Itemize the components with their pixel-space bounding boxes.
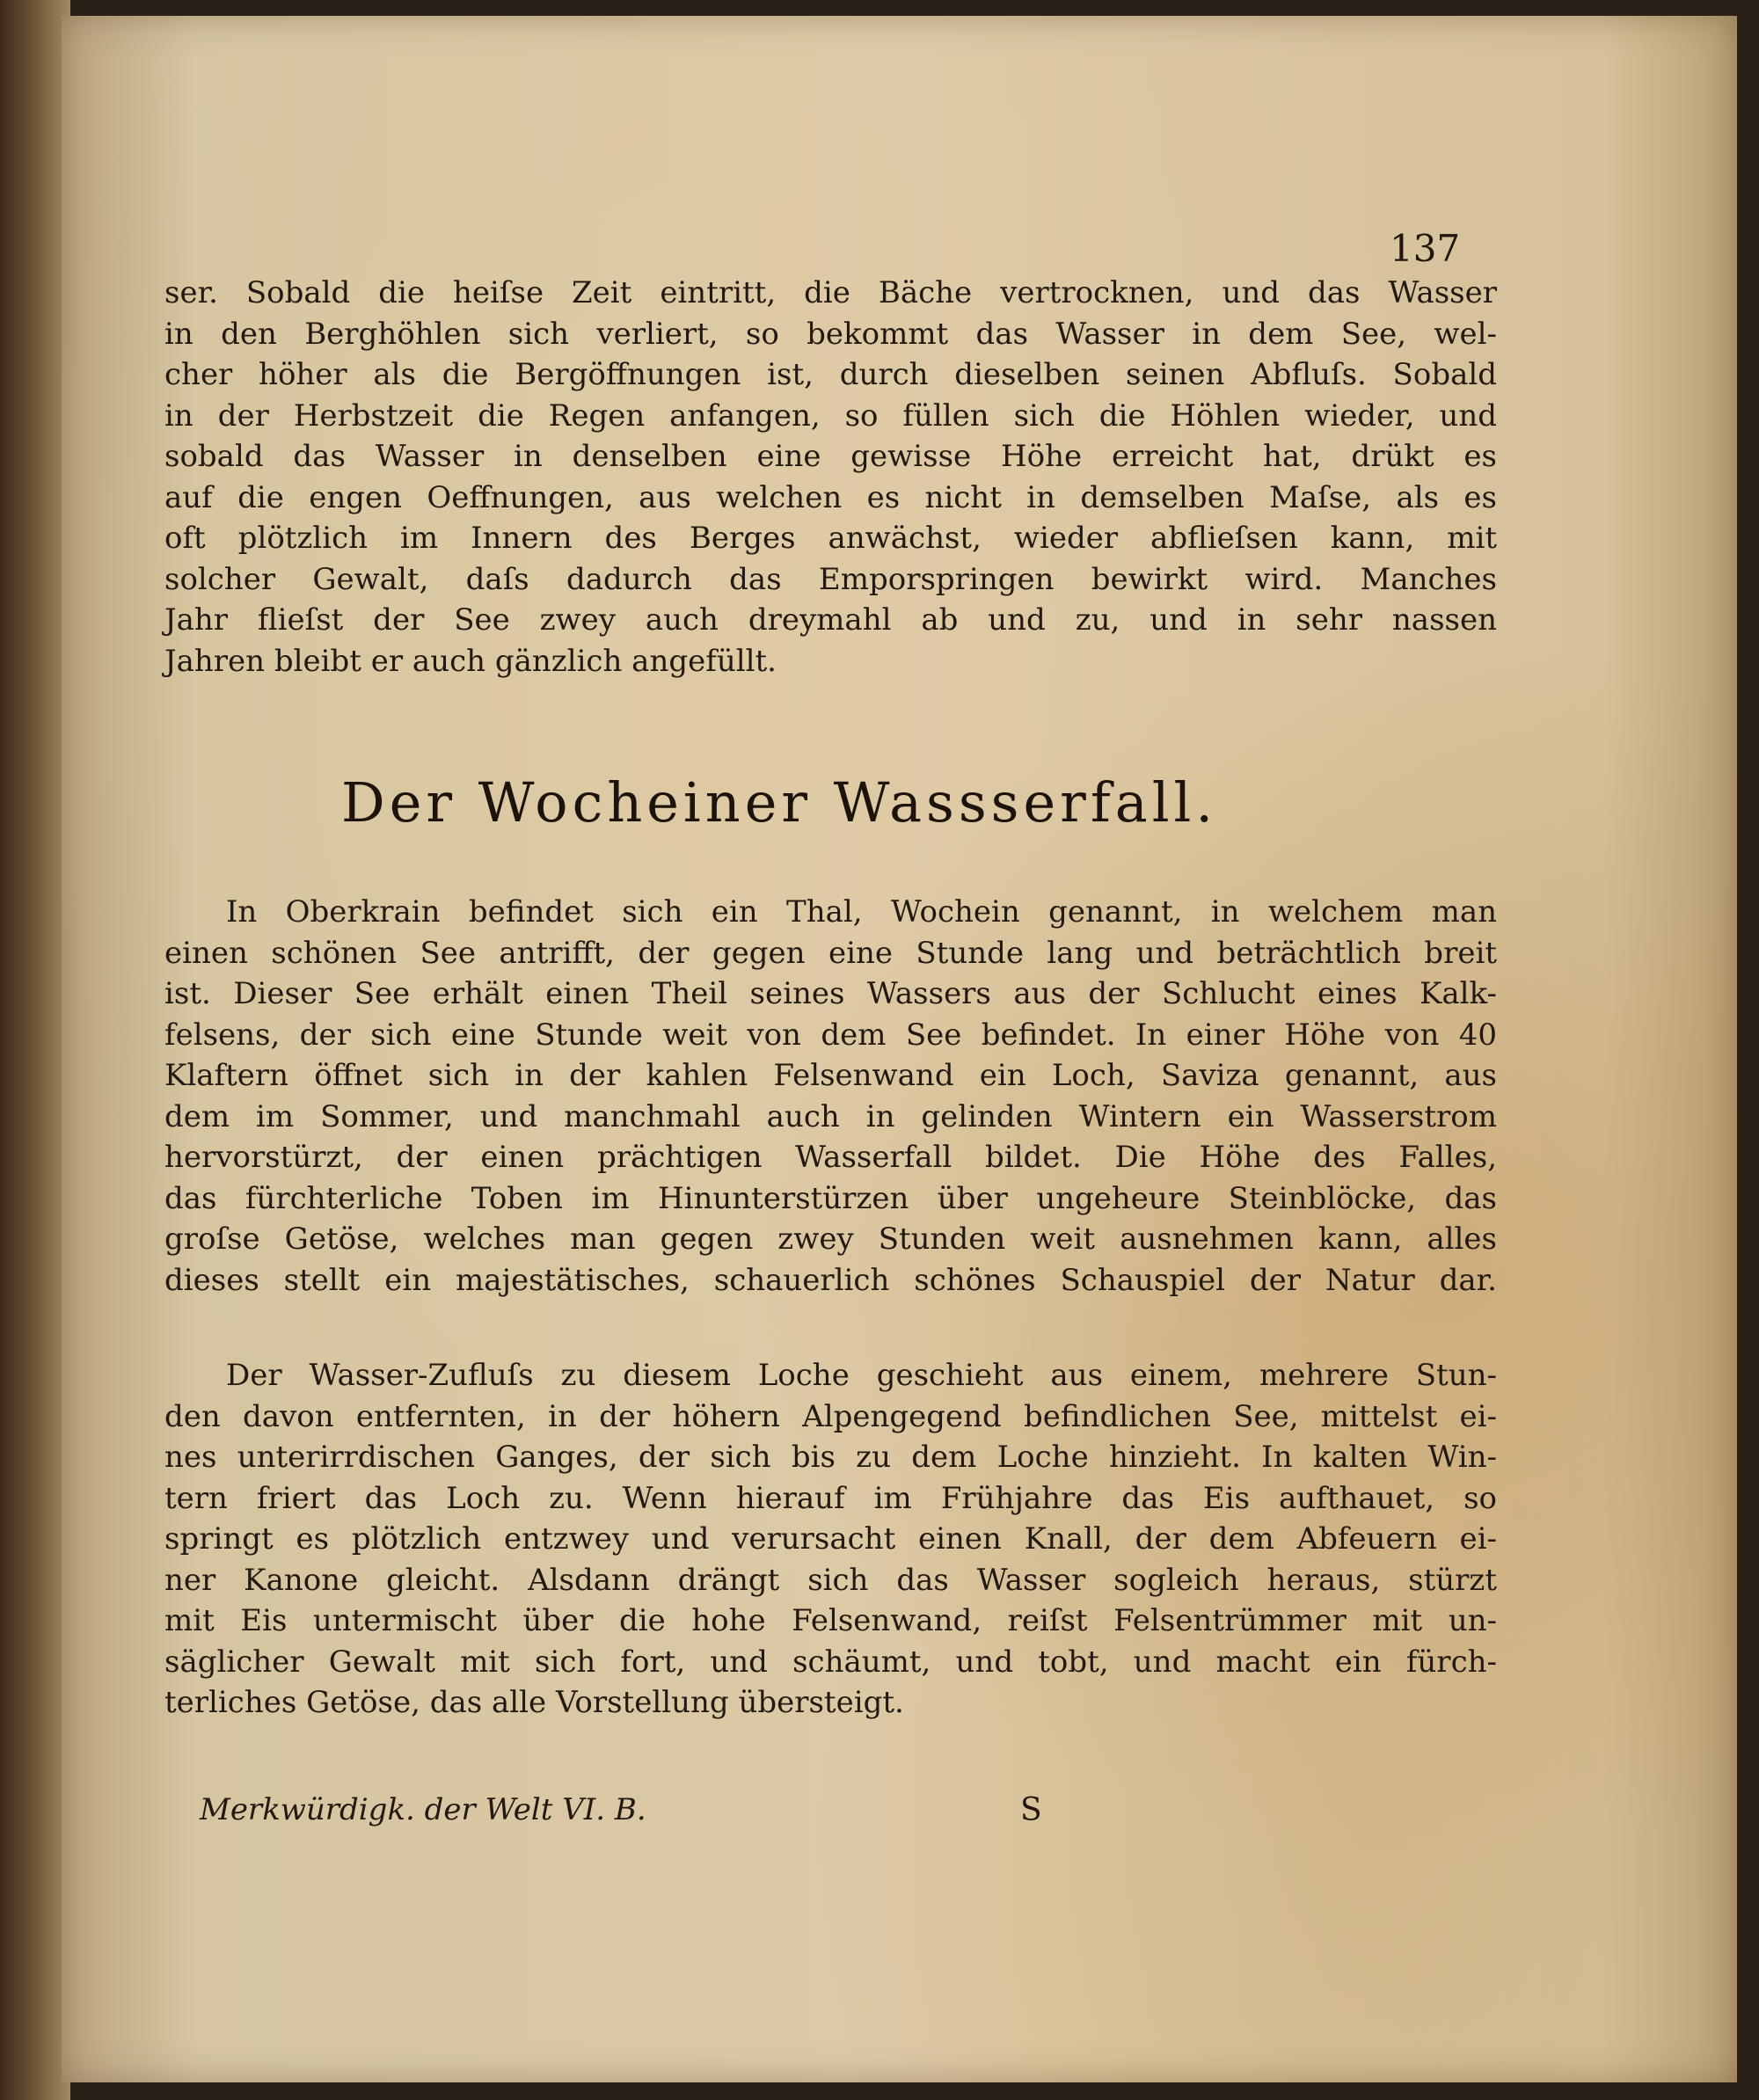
text-line: felsens, der sich eine Stunde weit von dem See befindet. In einer Höhe von 40: [164, 1017, 1497, 1053]
text-line: auf die engen Oeffnungen, aus welchen es nicht in demselben Maſse, als es: [164, 479, 1497, 515]
paragraph-1: [164, 273, 1497, 682]
text-line: tern friert das Loch zu. Wenn hierauf im Frühjahre das Eis aufthauet, so: [164, 1480, 1497, 1516]
text-line: ser. Sobald die heiſse Zeit eintritt, die Bäche vertrocknen, und das Wasser: [164, 275, 1497, 310]
text-line: groſse Getöse, welches man gegen zwey Stunden weit ausnehmen kann, alles: [164, 1221, 1497, 1257]
text-line: ist. Dieser See erhält einen Theil seines Wassers aus der Schlucht eines Kalk-: [164, 976, 1497, 1011]
text-line: dem im Sommer, und manchmahl auch in gelinden Wintern ein Wasserstrom: [164, 1098, 1497, 1134]
text-line: sobald das Wasser in denselben eine gewisse Höhe erreicht hat, drükt es: [164, 439, 1497, 474]
text-line: springt es plötzlich entzwey und verursacht einen Knall, der dem Abfeuern ei-: [164, 1521, 1497, 1557]
text-line: mit Eis untermischt über die hohe Felsenwand, reiſst Felsentrümmer mit un-: [164, 1603, 1497, 1638]
paragraph-3: [164, 1355, 1497, 1724]
signature-mark: S: [1020, 1792, 1042, 1828]
text-line: Jahren bleibt er auch gänzlich angefüllt.: [164, 643, 777, 679]
text-line: das fürchterliche Toben im Hinunterstürzen über ungeheure Steinblöcke, das: [164, 1180, 1497, 1216]
text-line: oft plötzlich im Innern des Berges anwächst, wieder abflieſsen kann, mit: [164, 521, 1497, 556]
text-line: den davon entfernten, in der höhern Alpengegend befindlichen See, mittelst ei-: [164, 1398, 1497, 1434]
book-binding: [0, 0, 70, 2100]
text-line: Jahr flieſst der See zwey auch dreymahl ab und zu, und in sehr nassen: [164, 602, 1497, 638]
text-line: Klaftern öffnet sich in der kahlen Felsenwand ein Loch, Saviza genannt, aus: [164, 1058, 1497, 1093]
text-line: nes unterirrdischen Ganges, der sich bis zu dem Loche hinzieht. In kalten Win-: [164, 1440, 1497, 1475]
text-line: in der Herbstzeit die Regen anfangen, so füllen sich die Höhlen wieder, und: [164, 397, 1497, 434]
running-title: Merkwürdigk. der Welt VI. B.: [200, 1792, 646, 1827]
text-line: ner Kanone gleicht. Alsdann drängt sich das Wasser sogleich heraus, stürzt: [164, 1562, 1497, 1598]
book-page: [62, 16, 1737, 2082]
page-number: 137: [1390, 227, 1461, 270]
section-title: Der Wocheiner Wassserfall.: [341, 770, 1218, 835]
text-line: einen schönen See antrifft, der gegen eine Stunde lang und beträchtlich breit: [164, 935, 1497, 971]
text-line: In Oberkrain befindet sich ein Thal, Wochein genannt, in welchem man: [226, 894, 1497, 930]
text-line: terliches Getöse, das alle Vorstellung übersteigt.: [164, 1685, 904, 1720]
text-line: Der Wasser-Zufluſs zu diesem Loche geschieht aus einem, mehrere Stun-: [226, 1358, 1497, 1393]
text-line: solcher Gewalt, daſs dadurch das Emporspringen bewirkt wird. Manches: [164, 561, 1497, 597]
text-line: in den Berghöhlen sich verliert, so bekommt das Wasser in dem See, wel-: [164, 316, 1497, 352]
text-line: säglicher Gewalt mit sich fort, und schäumt, und tobt, und macht ein fürch-: [164, 1644, 1497, 1680]
text-line: dieses stellt ein majestätisches, schauerlich schönes Schauspiel der Natur dar.: [164, 1262, 1497, 1298]
text-line: hervorstürzt, der einen prächtigen Wasserfall bildet. Die Höhe des Falles,: [164, 1140, 1497, 1175]
paragraph-2: [164, 892, 1497, 1301]
text-line: cher höher als die Bergöffnungen ist, durch dieselben seinen Abfluſs. Sobald: [164, 357, 1497, 392]
